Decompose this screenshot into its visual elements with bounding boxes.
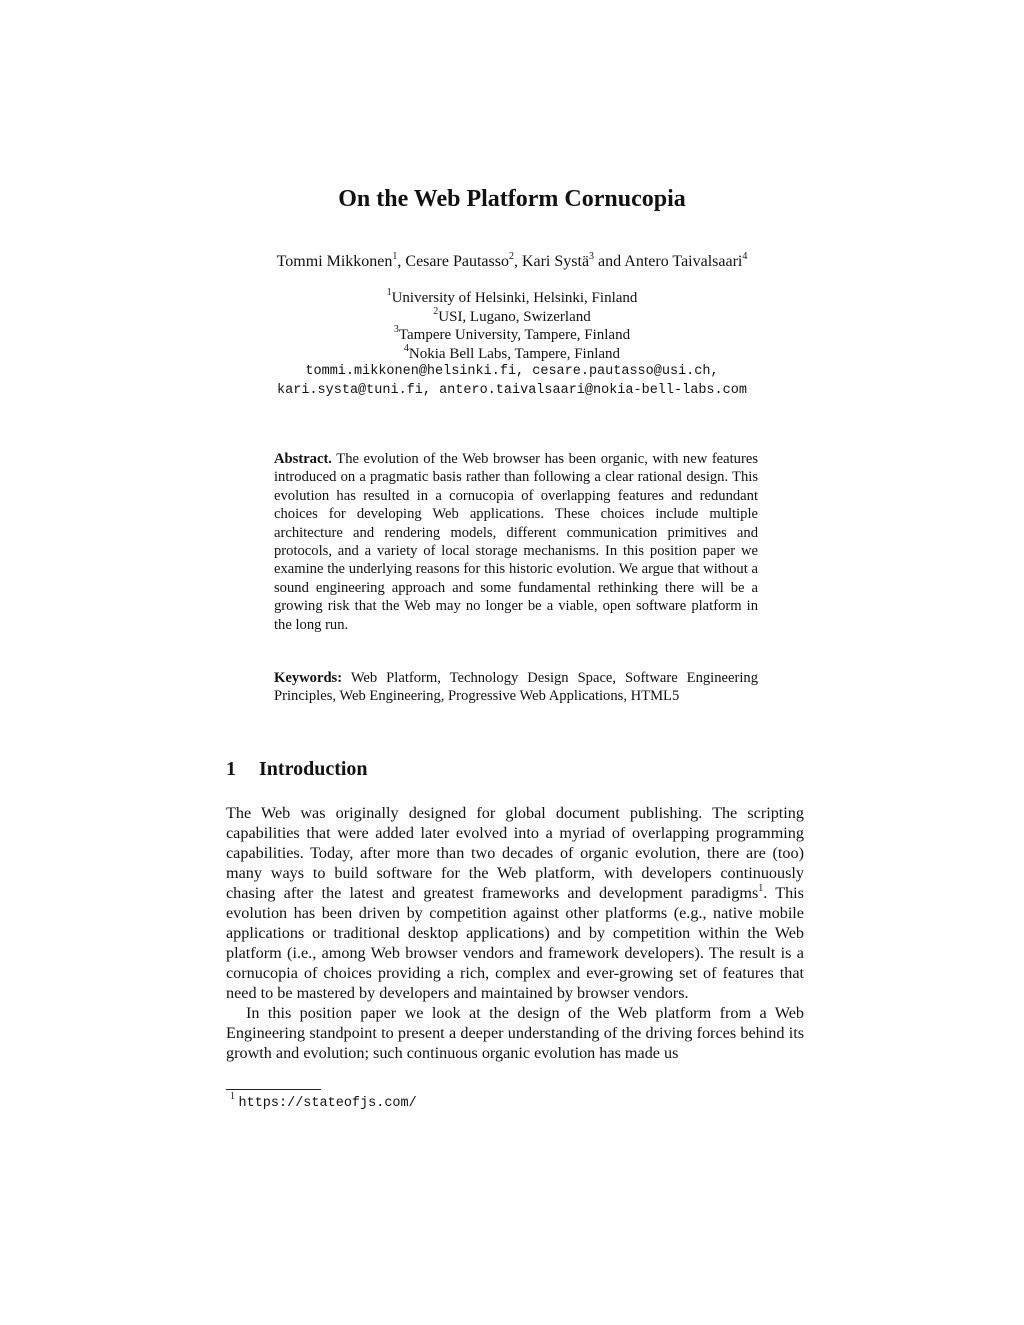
affiliation-mark: 3 — [393, 324, 399, 335]
abstract — [274, 450, 758, 634]
keywords-label: Keywords: — [274, 670, 343, 686]
affiliation — [0, 289, 1024, 308]
author: Tommi Mikkonen — [276, 253, 393, 270]
abstract-text: The evolution of the Web browser has been organic, with new features introduced on a pragmatic basis rather than following a clear rational design. This evolution has resulted in a cornucopia of overlapping features and redundant choices for developing Web applications. These choices include multiple architecture and rendering models, different communication primitives and protocols, and a variety of local storage mechanisms. In this position paper we examine the underlying reasons for this historic evolution. We argue that without a sound engineering approach and some fundamental rethinking there will be a growing risk that the Web may no longer be a viable, open software platform in the long run. — [274, 451, 758, 633]
email-line: kari.systa@tuni.fi, antero.taivalsaari@nokia-bell-labs.com — [277, 382, 747, 398]
affiliation — [0, 326, 1024, 345]
author-affiliation-mark: 3 — [589, 250, 595, 262]
paragraph-text: . This evolution has been driven by competition against other platforms (e.g., native mobile applications or traditional desktop applications) and by competition within the Web platform (i.e., among Web browser vendors and framework developers). The result is a cornucopia of choices providing a rich, complex and ever-growing set of features that need to be mastered by developers and maintained by browser vendors. — [226, 884, 804, 1002]
footnote-rule — [226, 1089, 321, 1090]
affiliation-text: Tampere University, Tampere, Finland — [398, 327, 631, 343]
author-separator: and — [594, 253, 625, 270]
affiliations — [0, 289, 1024, 400]
footnote-link[interactable]: https://stateofjs.com/ — [238, 1096, 417, 1111]
section-heading — [226, 758, 368, 781]
footnote-number: 1 — [230, 1091, 235, 1103]
author: Antero Taivalsaari — [624, 253, 743, 270]
footnote-mark: 1 — [758, 882, 764, 894]
author-separator: , — [513, 253, 522, 270]
affiliation-mark: 1 — [386, 287, 392, 298]
affiliation-mark: 2 — [433, 305, 439, 317]
affiliation-text: University of Helsinki, Helsinki, Finland — [391, 290, 638, 306]
keywords-text: Web Platform, Technology Design Space, Software Engineering Principles, Web Engineering, Progressive Web Applications, HTML5 — [274, 670, 758, 705]
author-list — [0, 250, 1024, 271]
author-affiliation-mark: 1 — [392, 250, 398, 262]
author-affiliation-mark: 2 — [508, 250, 514, 262]
author-affiliation-mark: 4 — [742, 250, 748, 262]
affiliation-text: USI, Lugano, Swizerland — [438, 308, 591, 325]
email-line: tommi.mikkonen@helsinki.fi, cesare.pautasso@usi.ch, — [305, 364, 719, 379]
paper-title: On the Web Platform Cornucopia — [338, 186, 686, 212]
paragraph-text: The Web was originally designed for global document publishing. The scripting capabilities that were added later evolved into a myriad of overlapping programming capabilities. Today, after more than two decades of organic evolution, there are (too) many ways to build software for the Web platform, with developers continuously chasing after the latest and greatest frameworks and development paradigms — [226, 804, 804, 902]
affiliation — [0, 342, 1024, 364]
body-text — [226, 803, 804, 1063]
paragraph — [226, 803, 804, 1003]
author: Kari Systä — [521, 253, 590, 270]
keywords — [274, 669, 758, 706]
section-title: Introduction — [259, 758, 368, 780]
abstract-label: Abstract. — [274, 451, 332, 467]
author-separator: , — [397, 253, 406, 270]
footnote — [230, 1091, 417, 1111]
affiliation-text: Nokia Bell Labs, Tampere, Finland — [408, 345, 621, 362]
affiliation — [0, 305, 1024, 327]
affiliation-mark: 4 — [403, 342, 409, 354]
author: Cesare Pautasso — [405, 253, 509, 270]
section-number: 1 — [226, 758, 236, 780]
paragraph: In this position paper we look at the design of the Web platform from a Web Engineering standpoint to present a deeper understanding of the driving forces behind its growth and evolution; such continuous organic evolution has made us — [226, 1004, 804, 1062]
